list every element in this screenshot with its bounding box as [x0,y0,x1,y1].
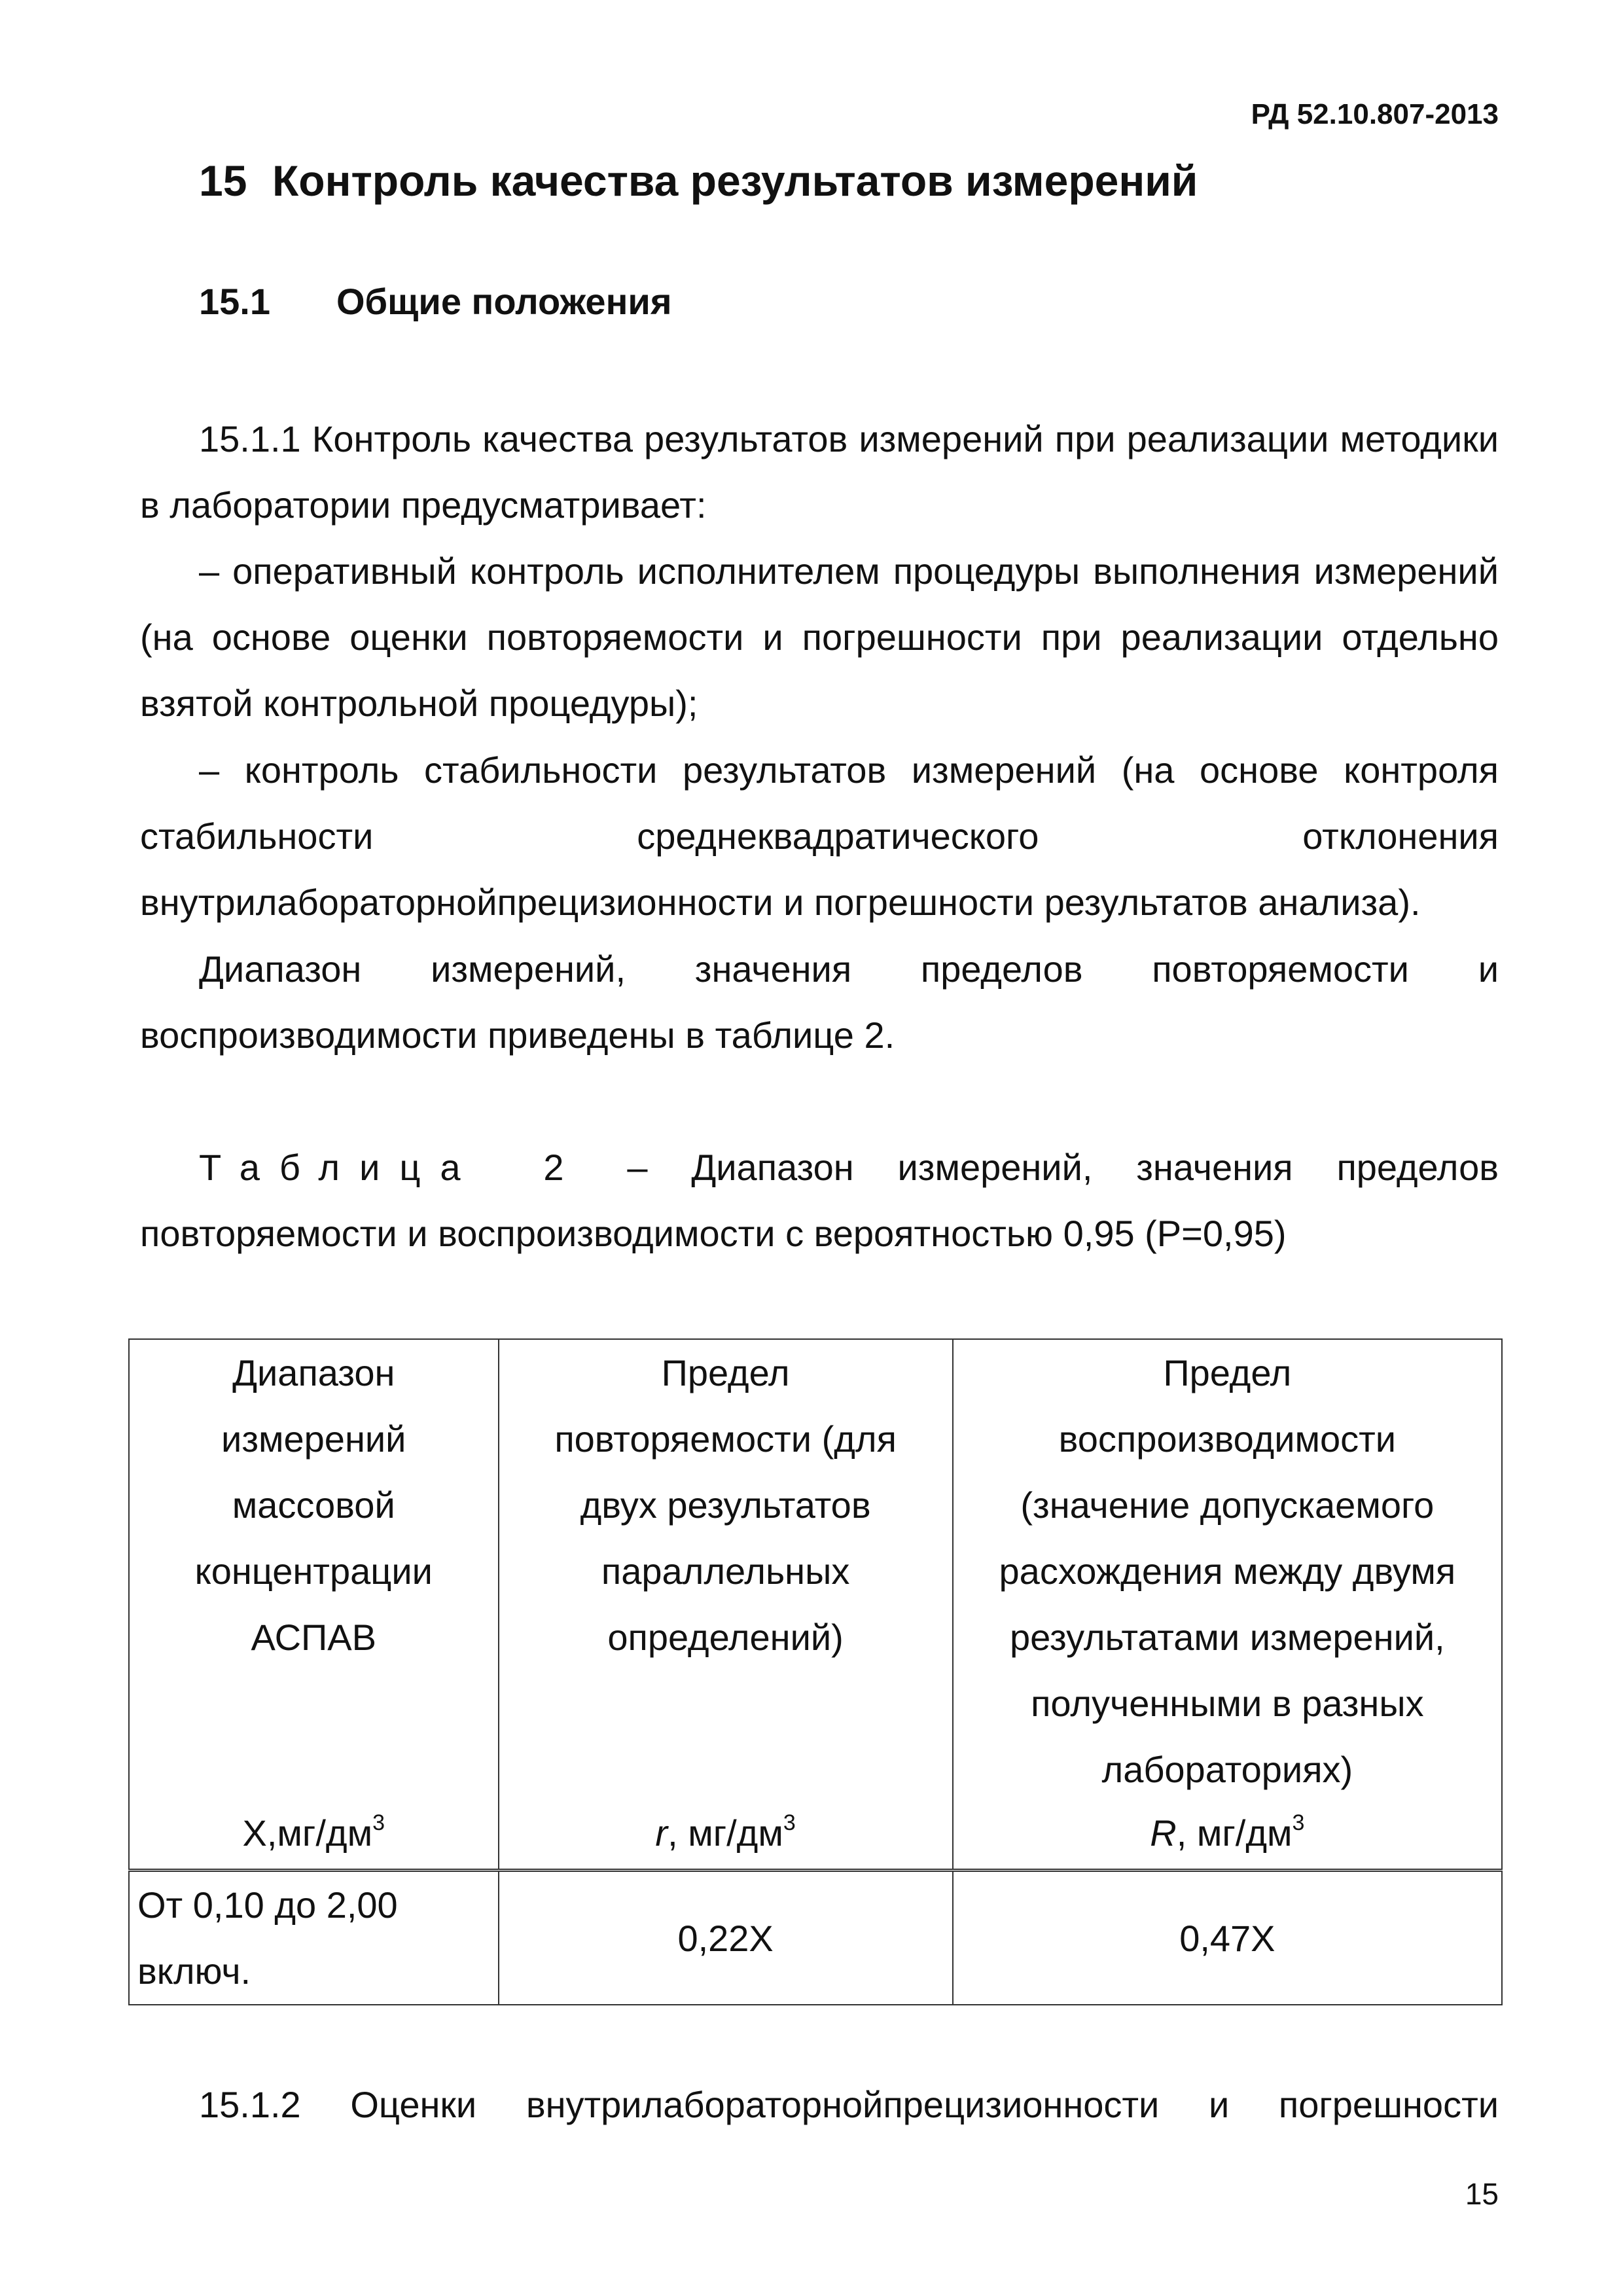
cell-repeatability: 0,22X [499,1871,953,2005]
table-caption [140,1134,1499,1266]
paragraph-15-1-1: 15.1.1 Контроль качества результатов измерений при реализации методики в лаборатории предусматривает: [140,418,1499,526]
header-reproducibility: Предел воспроизводимости (значение допускаемого расхождения между двумя результатами измерений, полученными в разных лабораториях) R, $мг/дм^3$ [953,1339,1502,1871]
table-row [129,1871,1502,2005]
cell-reproducibility: 0,47X [953,1871,1502,2005]
limits-table [128,1338,1503,2005]
subsection-number: 15.1 [199,281,270,322]
header-repeatability: Предел повторяемости (для двух результатов параллельных определений) r, $мг/дм^3$ [499,1339,953,1871]
paragraph-operative-control: – оперативный контроль исполнителем процедуры выполнения измерений (на основе оценки повторяемости и погрешности при реализации отдельно взятой контрольной процедуры); [140,550,1499,724]
document-code: РД 52.10.807-2013 [1251,98,1499,130]
subsection-heading [199,280,672,323]
table-caption-label: Таблица 2 [199,1147,584,1188]
table-header-row [129,1339,1502,1871]
header-range: Диапазон измерений массовой концентрации АСПАВ $X,мг/дм^3$ [129,1339,499,1871]
header-range-unit: $X,мг/дм^3$ [242,1810,385,1854]
cell-range: От 0,10 до 2,00 включ. [129,1871,499,2005]
paragraph-range-note: Диапазон измерений, значения пределов повторяемости и воспроизводимости приведены в таблице 2. [140,948,1499,1056]
header-reproducibility-unit: R, $мг/дм^3$ [1150,1810,1305,1854]
paragraph-stability-control: – контроль стабильности результатов измерений (на основе контроля стабильности среднеквадратического отклонения внутрилабораторнойпрецизионности и погрешности результатов анализа). [140,749,1499,923]
page-number: 15 [1465,2177,1499,2211]
section-title: Контроль качества результатов измерений [272,156,1198,205]
section-number: 15 [199,156,247,205]
subsection-title: Общие положения [336,281,672,322]
table-caption-text: – Диапазон измерений, значения пределов повторяемости и воспроизводимости с вероятностью 0,95 (P=0,95) [140,1147,1499,1254]
header-repeatability-unit: r, $мг/дм^3$ [655,1810,796,1854]
section-heading [199,156,1198,206]
paragraph-15-1-2: 15.1.2 Оценки внутрилабораторнойпрецизионности и погрешности [199,2084,1499,2125]
